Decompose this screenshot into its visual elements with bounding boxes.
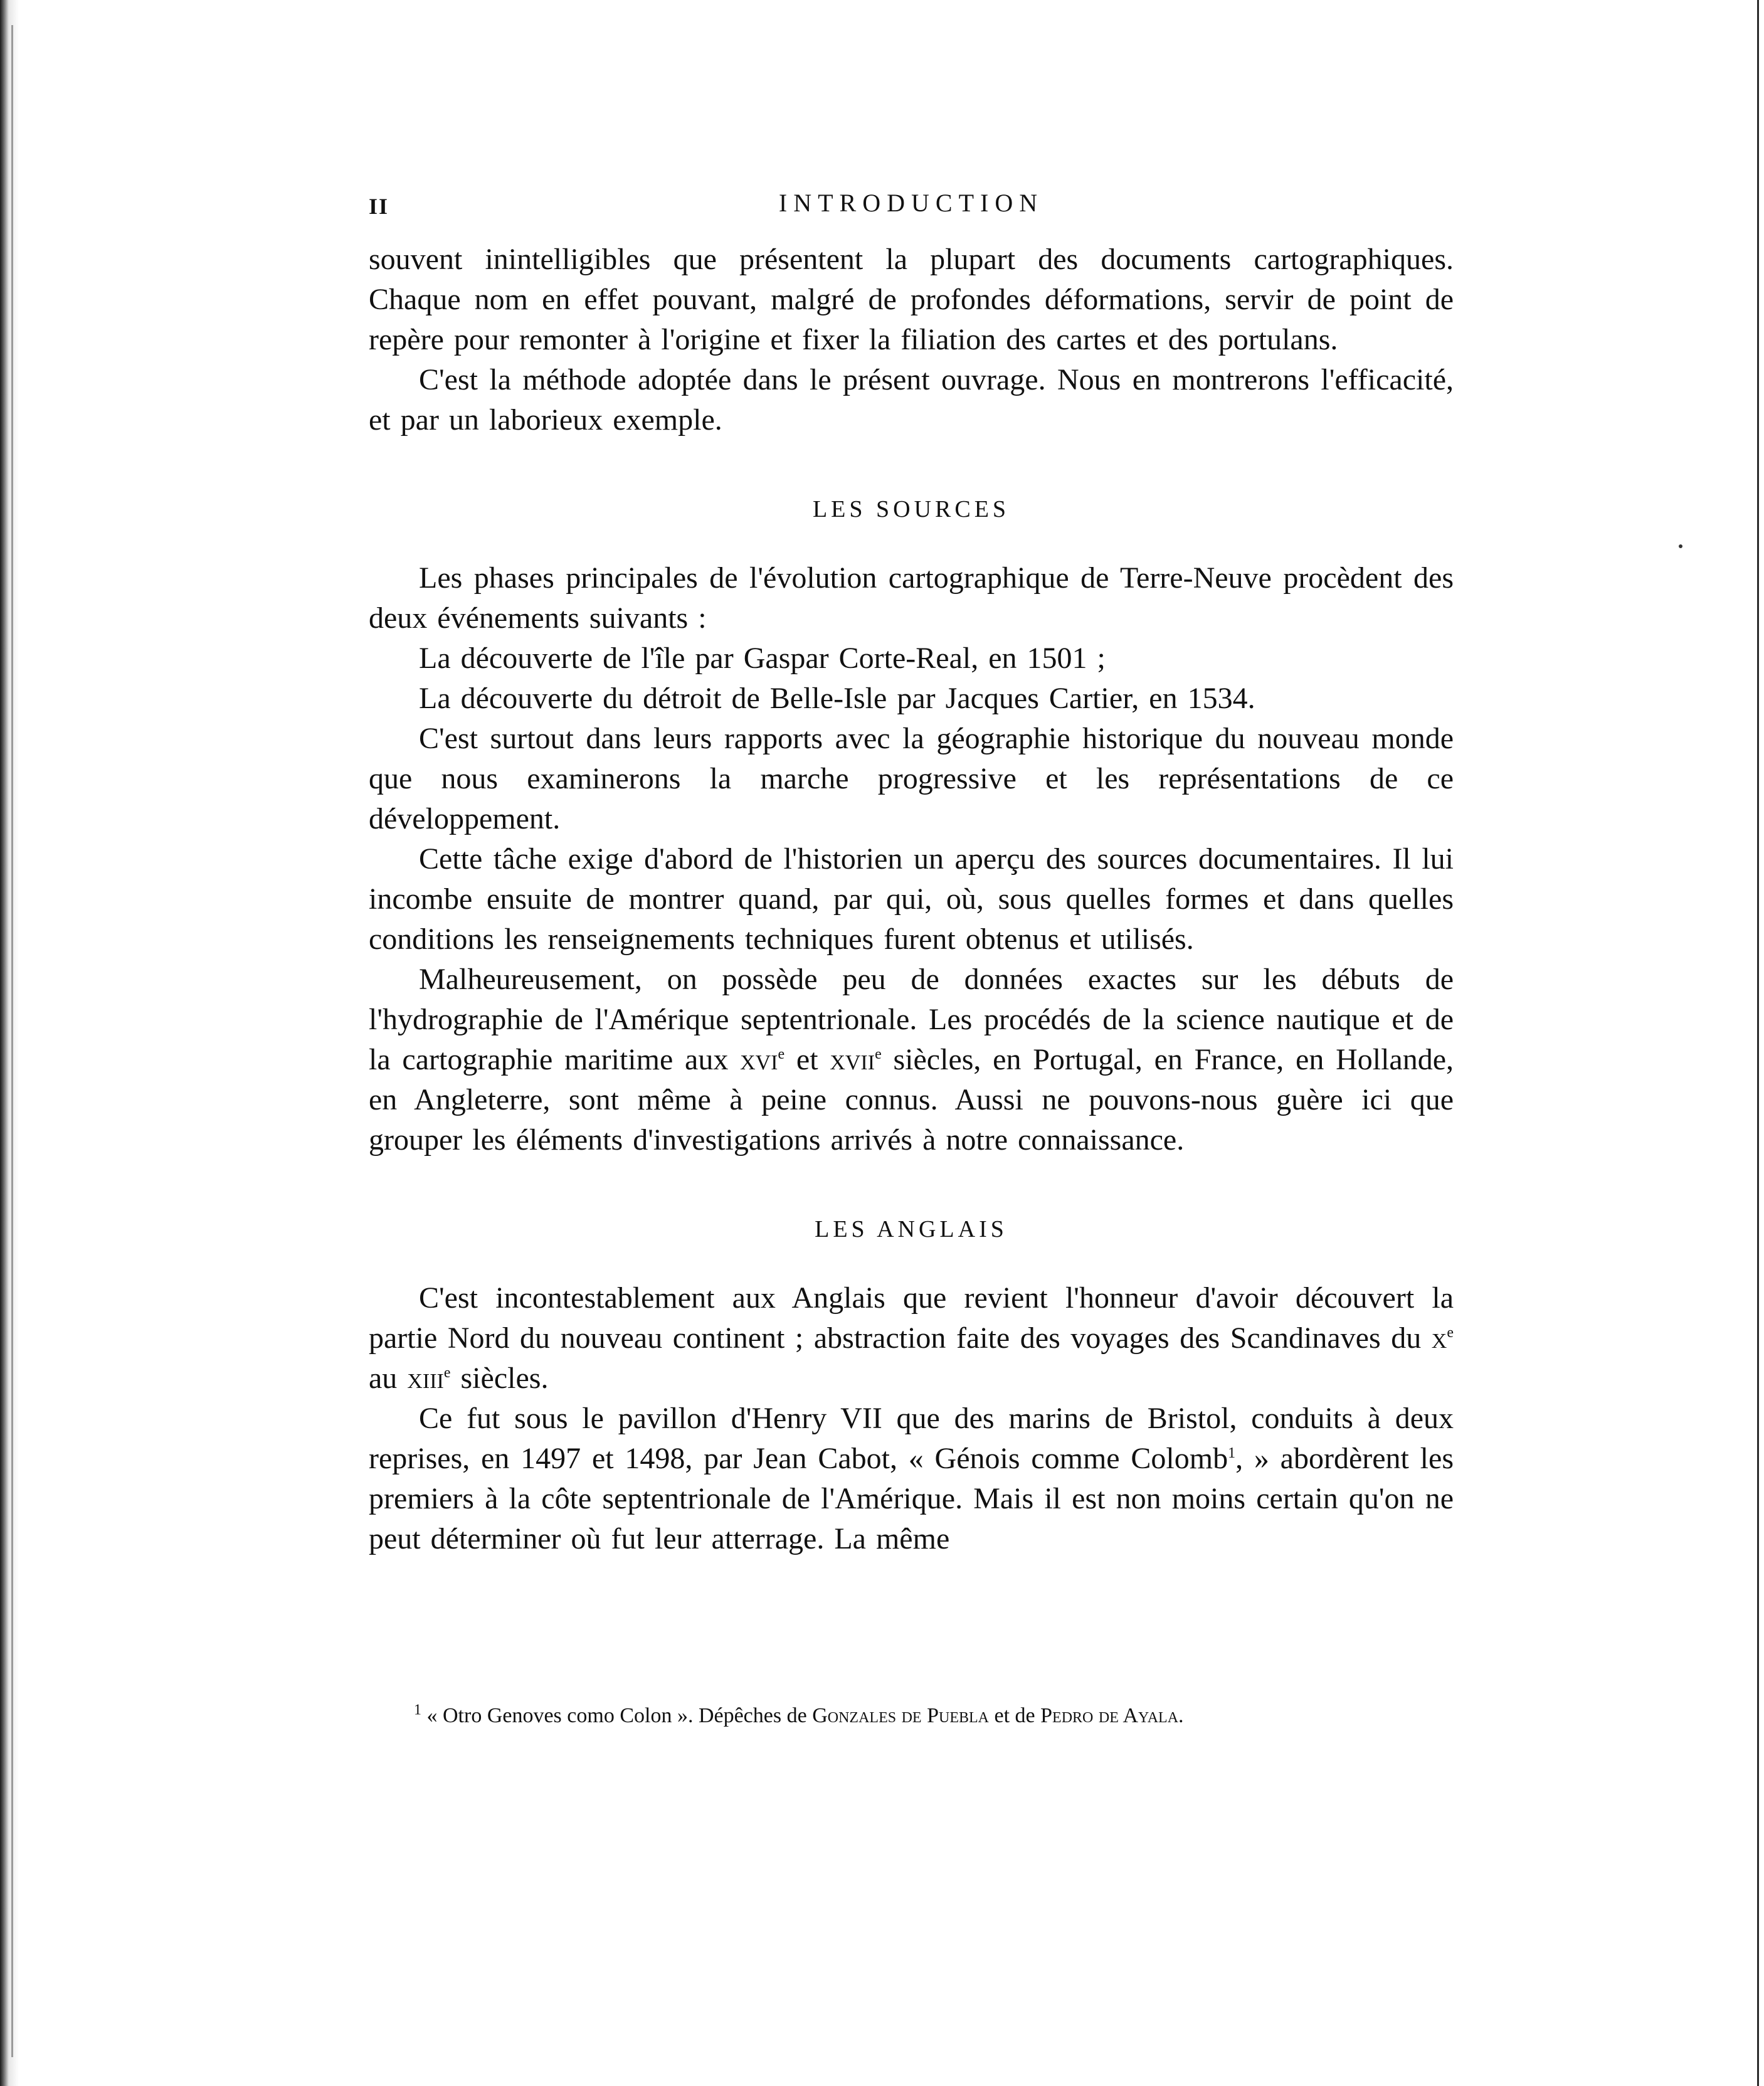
century-x: x: [1431, 1321, 1447, 1355]
footnote-name: Pedro de Ayala: [1040, 1704, 1179, 1727]
text-run: et: [784, 1043, 830, 1076]
footnote-mark: 1: [414, 1702, 421, 1718]
text-run: siècles.: [450, 1362, 549, 1395]
list-item-cartier: La découverte du détroit de Belle-Isle par Jacques Cartier, en 1534.: [419, 682, 1255, 715]
heading-les-sources: LES SOURCES: [812, 496, 1010, 522]
running-head: [369, 186, 1454, 223]
superscript-e: e: [443, 1365, 451, 1381]
text-run: Ce fut sous le pavillon d'Henry VII que des marins de Bristol, conduits à deux reprises, en 1497 et 1498, par Jean Cabot, « Génois comme Colomb: [369, 1402, 1454, 1475]
superscript-e: e: [778, 1046, 785, 1062]
superscript-e: e: [1447, 1325, 1454, 1341]
page-number: II: [369, 194, 389, 219]
superscript-e: e: [875, 1046, 882, 1062]
page-edge: [1757, 0, 1759, 2086]
binding-crease: [11, 25, 13, 2057]
paragraph-malheureusement: [369, 960, 1454, 1160]
paragraph-anglais: [369, 1278, 1454, 1399]
footnote: [414, 1702, 1449, 1730]
text-run: , » abordèrent les premiers à la côte septentrionale de l'Amérique. Mais il est non moins certain qu'on ne peut déterminer où fut leur atterrage. La même: [369, 1442, 1454, 1555]
running-title: INTRODUCTION: [778, 189, 1044, 217]
text-run: au: [369, 1362, 408, 1395]
paragraph-rapports: C'est surtout dans leurs rapports avec la géographie historique du nouveau monde que nous examinerons la marche progressive et les représentations de ce développement.: [369, 722, 1454, 835]
main-text: [369, 240, 1454, 1559]
footnote-text: .: [1178, 1704, 1184, 1727]
paragraph-henry-vii: [369, 1399, 1454, 1559]
footnote-text: et de: [988, 1704, 1041, 1727]
heading-les-anglais: LES ANGLAIS: [815, 1216, 1008, 1242]
footnote-text: « Otro Genoves como Colon ». Dépêches de: [426, 1704, 813, 1727]
century-xvii: xvii: [830, 1043, 875, 1076]
text-run: C'est incontestablement aux Anglais que revient l'honneur d'avoir découvert la partie Nord du nouveau continent ; abstraction faite des voyages des Scandinaves du: [369, 1281, 1454, 1355]
footnote-name: Gonzales de Puebla: [812, 1704, 989, 1727]
text-run: siècles, en Portugal, en France, en Hollande, en Angleterre, sont même à peine connus. Aussi ne pouvons-nous guère ici que grouper les éléments d'investigations arrivés à notre connaissance.: [369, 1043, 1454, 1157]
binding-edge: [0, 0, 21, 2086]
scan-speck: [1679, 544, 1682, 548]
paragraph-continued: souvent inintelligibles que présentent la plupart des documents cartographiques. Chaque nom en effet pouvant, malgré de profondes déformations, servir de point de repère pour remonter à l'origine et fixer la filiation des cartes et des portulans.: [369, 243, 1454, 356]
list-item-corte-real: La découverte de l'île par Gaspar Corte-Real, en 1501 ;: [419, 642, 1106, 675]
paragraph-methode: C'est la méthode adoptée dans le présent ouvrage. Nous en montrerons l'efficacité, et par un laborieux exemple.: [369, 363, 1454, 437]
century-xvi: xvi: [740, 1043, 778, 1076]
text-run: Malheureusement, on possède peu de données exactes sur les débuts de l'hydrographie de l'Amérique septentrionale. Les procédés de la science nautique et de la cartographie maritime aux: [369, 963, 1454, 1076]
footnote-reference: 1: [1228, 1445, 1236, 1461]
paragraph-phases: Les phases principales de l'évolution cartographique de Terre-Neuve procèdent des deux événements suivants :: [369, 561, 1454, 635]
paragraph-tache: Cette tâche exige d'abord de l'historien un aperçu des sources documentaires. Il lui incombe ensuite de montrer quand, par qui, où, sous quelles formes et dans quelles conditions les renseignements techniques furent obtenus et utilisés.: [369, 842, 1454, 956]
century-xiii: xiii: [407, 1362, 444, 1395]
